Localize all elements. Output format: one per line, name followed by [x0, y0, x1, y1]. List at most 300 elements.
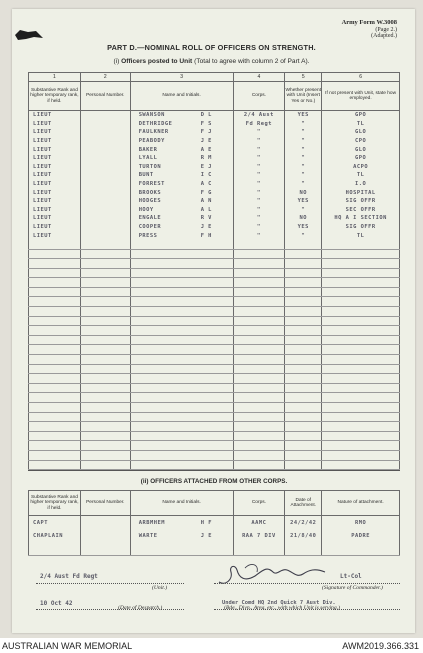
blank-cell	[80, 441, 130, 451]
present-cell: "	[285, 120, 322, 129]
initials: A N	[200, 198, 212, 205]
section-i-bold: Officers posted to Unit	[121, 58, 193, 65]
initials: J E	[200, 138, 212, 145]
present-cell: YES	[285, 111, 322, 120]
blank-row	[29, 374, 400, 384]
blank-cell	[29, 412, 81, 422]
initials: F H	[200, 232, 212, 239]
blank-cell	[322, 383, 400, 393]
blank-cell	[29, 287, 81, 297]
surname: HOOY	[138, 206, 154, 213]
surname: FAULKNER	[138, 129, 169, 136]
blank-row	[29, 364, 400, 374]
blank-cell	[233, 259, 285, 269]
surname: ENGALE	[138, 215, 162, 222]
blank-cell	[80, 240, 130, 249]
rank-cell: LIEUT	[29, 137, 81, 146]
blank-cell	[322, 326, 400, 336]
present-cell: "	[285, 180, 322, 189]
blank-cell	[285, 403, 322, 413]
rank-cell: LIEUT	[29, 188, 81, 197]
blank-row	[29, 259, 400, 269]
present-cell: "	[285, 163, 322, 172]
blank-cell	[80, 268, 130, 278]
surname: BUNT	[138, 172, 154, 179]
blank-cell	[29, 345, 81, 355]
initials: A L	[200, 206, 212, 213]
blank-row	[29, 326, 400, 336]
personal-number-cell	[80, 120, 130, 129]
blank-cell	[233, 287, 285, 297]
table-row	[29, 137, 400, 146]
column-number: 4	[233, 73, 285, 82]
name-cell	[130, 120, 233, 129]
blank-cell	[322, 278, 400, 288]
initials: H F	[200, 519, 212, 526]
blank-cell	[285, 326, 322, 336]
blank-cell	[130, 259, 233, 269]
blank-cell	[233, 542, 285, 556]
column-header: Substantive Rank and higher temporary rank, if held.	[29, 82, 81, 111]
blank-cell	[29, 268, 81, 278]
blank-cell	[130, 287, 233, 297]
blank-cell	[285, 307, 322, 317]
blank-cell	[322, 422, 400, 432]
header-row	[29, 82, 400, 111]
blank-cell	[80, 422, 130, 432]
despatch-date-label: (Date of Despatch.)	[118, 605, 163, 611]
blank-cell	[29, 374, 81, 384]
blank-cell	[233, 450, 285, 460]
blank-cell	[29, 297, 81, 307]
blank-cell	[233, 297, 285, 307]
blank-cell	[80, 297, 130, 307]
blank-cell	[233, 355, 285, 365]
present-cell: YES	[285, 223, 322, 232]
unit-value: 2/4 Aust Fd Regt	[40, 573, 98, 580]
blank-cell	[29, 393, 81, 403]
blank-cell	[322, 240, 400, 249]
name-cell	[130, 128, 233, 137]
blank-row	[29, 383, 400, 393]
blank-cell	[285, 355, 322, 365]
initials: F S	[200, 120, 212, 127]
employment-cell: GPO	[322, 111, 400, 120]
present-cell: "	[285, 154, 322, 163]
present-cell: "	[285, 171, 322, 180]
blank-cell	[80, 383, 130, 393]
blank-cell	[322, 335, 400, 345]
blank-cell	[233, 307, 285, 317]
personal-number-cell	[80, 188, 130, 197]
attachment-nature-cell: PADRE	[322, 529, 400, 542]
blank-cell	[130, 542, 233, 556]
blank-cell	[80, 287, 130, 297]
blank-cell	[130, 316, 233, 326]
blank-cell	[29, 249, 81, 259]
blank-cell	[130, 450, 233, 460]
table-row	[29, 163, 400, 172]
personal-number-cell	[80, 171, 130, 180]
army-form-id	[342, 20, 397, 40]
rank-cell: LIEUT	[29, 197, 81, 206]
blank-row	[29, 297, 400, 307]
blank-row	[29, 422, 400, 432]
blank-cell	[233, 403, 285, 413]
blank-cell	[322, 441, 400, 451]
column-number: 3	[130, 73, 233, 82]
corps-cell: 2/4 Aust	[233, 111, 285, 120]
blank-cell	[285, 249, 322, 259]
employment-cell: I.O	[322, 180, 400, 189]
rank-cell: LIEUT	[29, 120, 81, 129]
table-row	[29, 171, 400, 180]
employment-cell: GPO	[322, 154, 400, 163]
blank-row	[29, 268, 400, 278]
rank-cell: LIEUT	[29, 128, 81, 137]
name-cell	[130, 171, 233, 180]
name-cell	[130, 154, 233, 163]
surname: LYALL	[138, 155, 158, 162]
officers-attached-table	[28, 490, 400, 556]
initials: J E	[200, 224, 212, 231]
blank-cell	[233, 383, 285, 393]
blank-row	[29, 335, 400, 345]
initials: F J	[200, 129, 212, 136]
blank-cell	[29, 335, 81, 345]
blank-cell	[322, 393, 400, 403]
name-cell	[130, 111, 233, 120]
blank-cell	[80, 374, 130, 384]
blank-cell	[80, 326, 130, 336]
surname: WARTE	[138, 532, 158, 539]
blank-cell	[233, 268, 285, 278]
name-cell	[130, 145, 233, 154]
blank-cell	[285, 335, 322, 345]
blank-row	[29, 441, 400, 451]
name-cell	[130, 188, 233, 197]
blank-cell	[233, 374, 285, 384]
blank-cell	[80, 307, 130, 317]
blank-cell	[130, 431, 233, 441]
blank-cell	[285, 259, 322, 269]
blank-row	[29, 450, 400, 460]
column-number: 2	[80, 73, 130, 82]
rank-cell: CHAPLAIN	[29, 529, 81, 542]
table-row	[29, 223, 400, 232]
employment-cell: HOSPITAL	[322, 188, 400, 197]
blank-cell	[130, 374, 233, 384]
blank-cell	[130, 403, 233, 413]
blank-cell	[29, 278, 81, 288]
blank-cell	[322, 450, 400, 460]
blank-cell	[80, 542, 130, 556]
corps-cell: "	[233, 231, 285, 240]
blank-row	[29, 240, 400, 249]
name-cell	[130, 197, 233, 206]
blank-cell	[285, 374, 322, 384]
present-cell: NO	[285, 188, 322, 197]
blank-cell	[233, 249, 285, 259]
rank-cell: CAPT	[29, 516, 81, 530]
present-cell: NO	[285, 214, 322, 223]
employment-cell: ACPO	[322, 163, 400, 172]
corps-cell: Fd Regt	[233, 120, 285, 129]
personal-number-cell	[80, 214, 130, 223]
present-cell: "	[285, 137, 322, 146]
blank-cell	[285, 316, 322, 326]
blank-cell	[130, 297, 233, 307]
corps-cell: AAMC	[233, 516, 285, 530]
blank-cell	[80, 460, 130, 470]
rank-cell: LIEUT	[29, 214, 81, 223]
blank-cell	[29, 460, 81, 470]
blank-cell	[29, 307, 81, 317]
blank-cell	[130, 307, 233, 317]
table-row	[29, 214, 400, 223]
blank-row	[29, 307, 400, 317]
table-row	[29, 516, 400, 530]
personal-number-cell	[80, 111, 130, 120]
blank-cell	[29, 403, 81, 413]
blank-row	[29, 355, 400, 365]
blank-cell	[322, 345, 400, 355]
blank-cell	[130, 249, 233, 259]
column-number: 1	[29, 73, 81, 82]
caption-bar	[0, 640, 423, 653]
name-cell	[130, 163, 233, 172]
table-row	[29, 529, 400, 542]
present-cell: "	[285, 231, 322, 240]
initials: A E	[200, 146, 212, 153]
name-cell	[130, 214, 233, 223]
table-row	[29, 206, 400, 215]
torn-corner-mark	[14, 29, 44, 41]
surname: ARBMHEM	[138, 519, 165, 526]
column-header: Substantive Rank and higher temporary rank, if held.	[29, 491, 81, 516]
present-cell: "	[285, 145, 322, 154]
despatch-date-value: 10 Oct 42	[40, 600, 73, 607]
employment-cell: GLO	[322, 145, 400, 154]
table-row	[29, 180, 400, 189]
corps-cell: "	[233, 223, 285, 232]
blank-cell	[285, 460, 322, 470]
blank-cell	[322, 249, 400, 259]
column-number: 5	[285, 73, 322, 82]
blank-cell	[130, 268, 233, 278]
corps-cell: "	[233, 154, 285, 163]
column-number-row	[29, 73, 400, 82]
corps-cell: "	[233, 188, 285, 197]
rank-cell: LIEUT	[29, 180, 81, 189]
present-cell: "	[285, 206, 322, 215]
blank-cell	[80, 345, 130, 355]
form-page-number: (Page 2.)	[375, 26, 397, 33]
corps-cell: "	[233, 197, 285, 206]
blank-cell	[285, 542, 322, 556]
officers-posted-table	[28, 72, 400, 470]
personal-number-cell	[80, 231, 130, 240]
blank-cell	[80, 450, 130, 460]
corps-cell: "	[233, 171, 285, 180]
blank-cell	[29, 422, 81, 432]
initials: A C	[200, 181, 212, 188]
present-cell: "	[285, 128, 322, 137]
signature-underline	[214, 583, 400, 584]
column-header: Personal Number.	[80, 491, 130, 516]
column-header: Nature of attachment.	[322, 491, 400, 516]
blank-cell	[322, 412, 400, 422]
blank-cell	[130, 441, 233, 451]
employment-cell: HQ A I SECTION	[322, 214, 400, 223]
personal-number-cell	[80, 206, 130, 215]
surname: FORREST	[138, 181, 165, 188]
column-number: 6	[322, 73, 400, 82]
blank-cell	[285, 422, 322, 432]
blank-row	[29, 278, 400, 288]
personal-number-cell	[80, 137, 130, 146]
name-cell	[130, 223, 233, 232]
blank-cell	[29, 326, 81, 336]
blank-cell	[233, 422, 285, 432]
corps-cell: RAA 7 DIV	[233, 529, 285, 542]
rank-cell: LIEUT	[29, 171, 81, 180]
blank-cell	[80, 403, 130, 413]
corps-cell: "	[233, 180, 285, 189]
personal-number-cell	[80, 529, 130, 542]
corps-cell: "	[233, 137, 285, 146]
location-value: Under Comd HQ 2nd Quick 7 Aust Div.	[222, 600, 336, 606]
blank-cell	[233, 393, 285, 403]
blank-cell	[80, 355, 130, 365]
surname: BROOKS	[138, 189, 162, 196]
blank-row	[29, 460, 400, 470]
blank-cell	[29, 240, 81, 249]
rank-cell: LIEUT	[29, 223, 81, 232]
blank-cell	[233, 335, 285, 345]
signature-label: (Signature of Commander.)	[322, 585, 383, 591]
blank-cell	[285, 441, 322, 451]
section-i-note: (Total to agree with column 2 of Part A).	[194, 58, 310, 65]
blank-cell	[130, 393, 233, 403]
blank-cell	[80, 431, 130, 441]
blank-cell	[322, 431, 400, 441]
unit-label: (Unit.)	[152, 585, 168, 591]
blank-cell	[233, 240, 285, 249]
table-row	[29, 128, 400, 137]
initials: R M	[200, 155, 212, 162]
blank-cell	[80, 249, 130, 259]
blank-cell	[80, 316, 130, 326]
blank-cell	[322, 403, 400, 413]
table-row	[29, 154, 400, 163]
blank-row	[29, 542, 400, 556]
surname: TURTON	[138, 163, 162, 170]
blank-cell	[130, 278, 233, 288]
commander-rank: Lt-Col	[340, 573, 362, 580]
corps-cell: "	[233, 214, 285, 223]
rank-cell: LIEUT	[29, 111, 81, 120]
blank-cell	[322, 364, 400, 374]
table-row	[29, 188, 400, 197]
blank-cell	[322, 542, 400, 556]
location-label: (Bde., Divn., Area, etc., with which Unit is serving.)	[224, 605, 340, 611]
initials: D L	[200, 112, 212, 119]
blank-cell	[80, 278, 130, 288]
name-cell	[130, 180, 233, 189]
name-cell	[130, 529, 233, 542]
initials: J E	[200, 532, 212, 539]
blank-cell	[233, 364, 285, 374]
blank-cell	[80, 393, 130, 403]
blank-cell	[322, 268, 400, 278]
employment-cell: SEC OFFR	[322, 206, 400, 215]
blank-cell	[29, 383, 81, 393]
blank-cell	[285, 450, 322, 460]
blank-row	[29, 316, 400, 326]
blank-cell	[233, 345, 285, 355]
personal-number-cell	[80, 128, 130, 137]
section-i-title	[0, 58, 423, 65]
rank-cell: LIEUT	[29, 163, 81, 172]
table-row	[29, 111, 400, 120]
blank-cell	[29, 450, 81, 460]
section-i-label: (i)	[113, 58, 120, 65]
blank-cell	[29, 542, 81, 556]
blank-row	[29, 393, 400, 403]
blank-cell	[322, 316, 400, 326]
blank-cell	[285, 383, 322, 393]
blank-cell	[130, 364, 233, 374]
personal-number-cell	[80, 154, 130, 163]
form-adapted-note: (Adapted.)	[371, 33, 397, 39]
personal-number-cell	[80, 180, 130, 189]
blank-cell	[285, 287, 322, 297]
blank-cell	[233, 431, 285, 441]
blank-cell	[285, 268, 322, 278]
blank-cell	[322, 259, 400, 269]
blank-row	[29, 431, 400, 441]
blank-cell	[80, 259, 130, 269]
caption-right: AWM2019.366.331	[342, 641, 419, 651]
column-header: Name and Initials.	[130, 491, 233, 516]
column-header: Personal Number.	[80, 82, 130, 111]
section-ii-title: (ii) OFFICERS ATTACHED FROM OTHER CORPS.	[140, 478, 288, 485]
attachment-date-cell: 21/8/40	[285, 529, 322, 542]
name-cell	[130, 516, 233, 530]
name-cell	[130, 137, 233, 146]
corps-cell: "	[233, 128, 285, 137]
name-cell	[130, 231, 233, 240]
table-row	[29, 120, 400, 129]
blank-cell	[322, 287, 400, 297]
personal-number-cell	[80, 145, 130, 154]
table-row	[29, 145, 400, 154]
blank-cell	[322, 460, 400, 470]
blank-cell	[285, 431, 322, 441]
corps-cell: "	[233, 145, 285, 154]
blank-cell	[130, 326, 233, 336]
blank-cell	[285, 345, 322, 355]
blank-cell	[285, 278, 322, 288]
blank-cell	[233, 316, 285, 326]
column-header: Corps.	[233, 491, 285, 516]
corps-cell: "	[233, 206, 285, 215]
unit-underline	[36, 583, 184, 584]
blank-cell	[29, 441, 81, 451]
blank-cell	[80, 412, 130, 422]
blank-cell	[130, 335, 233, 345]
